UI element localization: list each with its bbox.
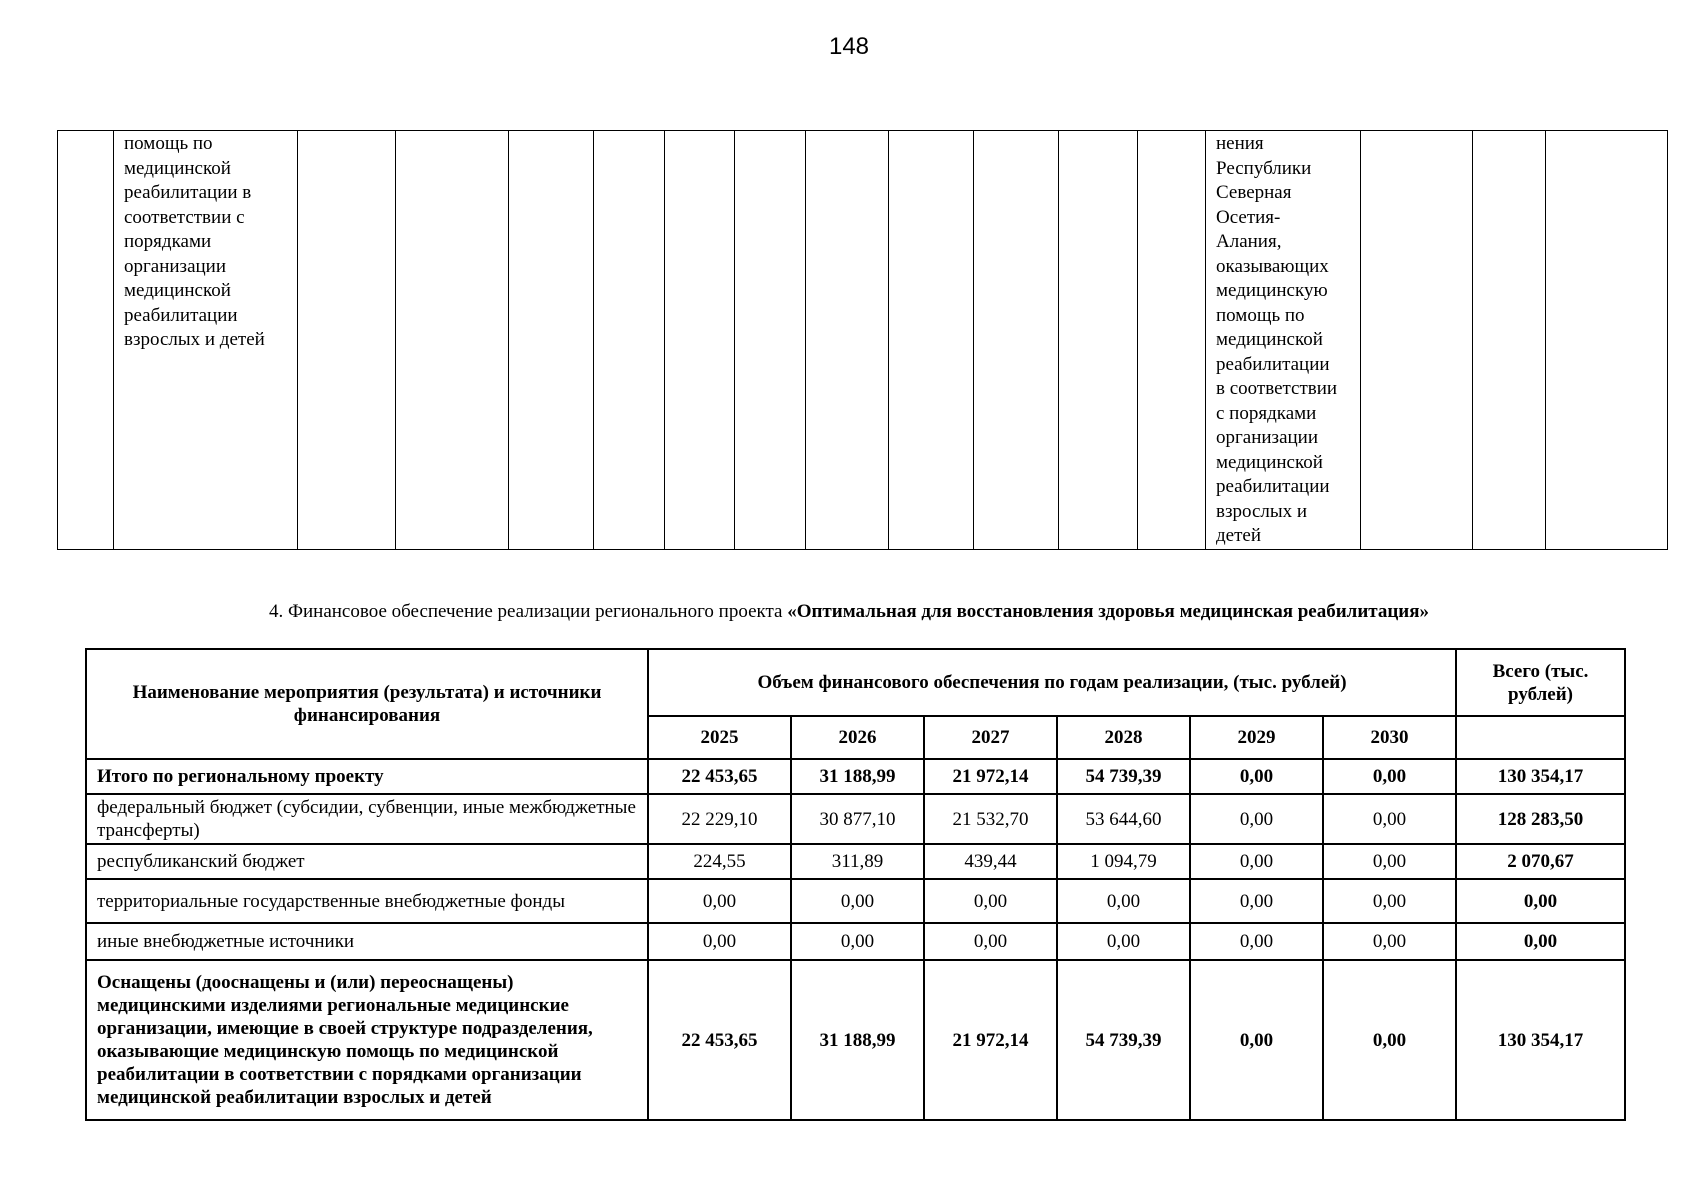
header-name: Наименование мероприятия (результата) и источники финансирования	[86, 649, 648, 759]
value-cell: 22 229,10	[648, 794, 791, 844]
row-name: территориальные государственные внебюджетные фонды	[86, 879, 648, 923]
header-volume: Объем финансового обеспечения по годам реализации, (тыс. рублей)	[648, 649, 1456, 716]
table-cell	[806, 131, 889, 550]
row-name: федеральный бюджет (субсидии, субвенции, иные межбюджетные трансферты)	[86, 794, 648, 844]
value-cell: 439,44	[924, 844, 1057, 879]
table-row	[86, 844, 1625, 879]
value-cell: 0,00	[1323, 794, 1456, 844]
row-name: Итого по региональному проекту	[86, 759, 648, 794]
row-name: иные внебюджетные источники	[86, 923, 648, 960]
table-cell	[735, 131, 806, 550]
value-cell: 0,00	[1190, 960, 1323, 1120]
value-cell: 21 972,14	[924, 960, 1057, 1120]
value-cell: 0,00	[1323, 923, 1456, 960]
row-name: Оснащены (дооснащены и (или) переоснащены) медицинскими изделиями региональные медицинские организации, имеющие в своей структуре подразделения, оказывающие медицинскую помощь по медицинской реабилитации в соответствии с порядками организации медицинской реабилитации взрослых и детей	[86, 960, 648, 1120]
value-cell: 0,00	[791, 923, 924, 960]
year-header: 2026	[791, 716, 924, 759]
value-cell: 21 972,14	[924, 759, 1057, 794]
table-cell	[1473, 131, 1546, 550]
value-cell: 21 532,70	[924, 794, 1057, 844]
value-cell: 0,00	[1057, 923, 1190, 960]
table-cell	[1546, 131, 1668, 550]
value-cell: 0,00	[1323, 960, 1456, 1120]
value-cell: 31 188,99	[791, 759, 924, 794]
year-header: 2028	[1057, 716, 1190, 759]
value-cell: 0,00	[791, 879, 924, 923]
table-row	[86, 923, 1625, 960]
value-cell: 311,89	[791, 844, 924, 879]
table-cell	[298, 131, 396, 550]
value-cell: 54 739,39	[1057, 960, 1190, 1120]
header-row	[86, 649, 1625, 716]
page-number: 148	[828, 33, 870, 60]
value-cell: 0,00	[1190, 759, 1323, 794]
value-cell: 22 453,65	[648, 759, 791, 794]
total-cell: 128 283,50	[1456, 794, 1625, 844]
section-title	[0, 601, 1698, 623]
value-cell: 224,55	[648, 844, 791, 879]
header-total: Всего (тыс. рублей)	[1456, 649, 1625, 716]
table-cell	[665, 131, 735, 550]
continuation-table	[57, 130, 1668, 550]
value-cell: 0,00	[648, 923, 791, 960]
value-cell: 0,00	[1190, 923, 1323, 960]
value-cell: 22 453,65	[648, 960, 791, 1120]
total-cell: 130 354,17	[1456, 759, 1625, 794]
value-cell: 1 094,79	[1057, 844, 1190, 879]
measure-description-cell: помощь по медицинской реабилитации в соответствии с порядками организации медицинской реабилитации взрослых и детей	[114, 131, 298, 550]
table-cell	[594, 131, 665, 550]
year-header: 2025	[648, 716, 791, 759]
total-header-blank	[1456, 716, 1625, 759]
table-cell	[58, 131, 114, 550]
value-cell: 30 877,10	[791, 794, 924, 844]
year-header: 2027	[924, 716, 1057, 759]
value-cell: 0,00	[1057, 879, 1190, 923]
value-cell: 0,00	[924, 879, 1057, 923]
table-cell	[1361, 131, 1473, 550]
table-row	[86, 794, 1625, 844]
responsible-organizations-cell: нения Республики Северная Осетия- Алания, оказывающих медицинскую помощь по медицинской реабилитации в соответствии с порядками организации медицинской реабилитации взрослых и детей	[1206, 131, 1361, 550]
value-cell: 54 739,39	[1057, 759, 1190, 794]
row-name: республиканский бюджет	[86, 844, 648, 879]
value-cell: 0,00	[1323, 759, 1456, 794]
total-cell: 0,00	[1456, 879, 1625, 923]
finance-table	[85, 648, 1626, 1121]
table-row	[86, 960, 1625, 1120]
table-cell	[509, 131, 594, 550]
total-cell: 0,00	[1456, 923, 1625, 960]
value-cell: 0,00	[1323, 879, 1456, 923]
year-header: 2029	[1190, 716, 1323, 759]
table-row	[86, 759, 1625, 794]
value-cell: 53 644,60	[1057, 794, 1190, 844]
section-title-plain: 4. Финансовое обеспечение реализации регионального проекта	[268, 601, 788, 622]
total-cell: 130 354,17	[1456, 960, 1625, 1120]
total-cell: 2 070,67	[1456, 844, 1625, 879]
table-row	[86, 879, 1625, 923]
value-cell: 0,00	[1190, 844, 1323, 879]
table-cell	[974, 131, 1059, 550]
value-cell: 0,00	[1190, 794, 1323, 844]
continuation-row	[58, 131, 1668, 550]
section-title-project-name: «Оптимальная для восстановления здоровья медицинская реабилитация»	[787, 601, 1430, 622]
value-cell: 0,00	[648, 879, 791, 923]
table-cell	[1138, 131, 1206, 550]
value-cell: 0,00	[1190, 879, 1323, 923]
table-cell	[1059, 131, 1138, 550]
value-cell: 0,00	[924, 923, 1057, 960]
table-cell	[396, 131, 509, 550]
table-cell	[889, 131, 974, 550]
value-cell: 31 188,99	[791, 960, 924, 1120]
value-cell: 0,00	[1323, 844, 1456, 879]
year-header: 2030	[1323, 716, 1456, 759]
